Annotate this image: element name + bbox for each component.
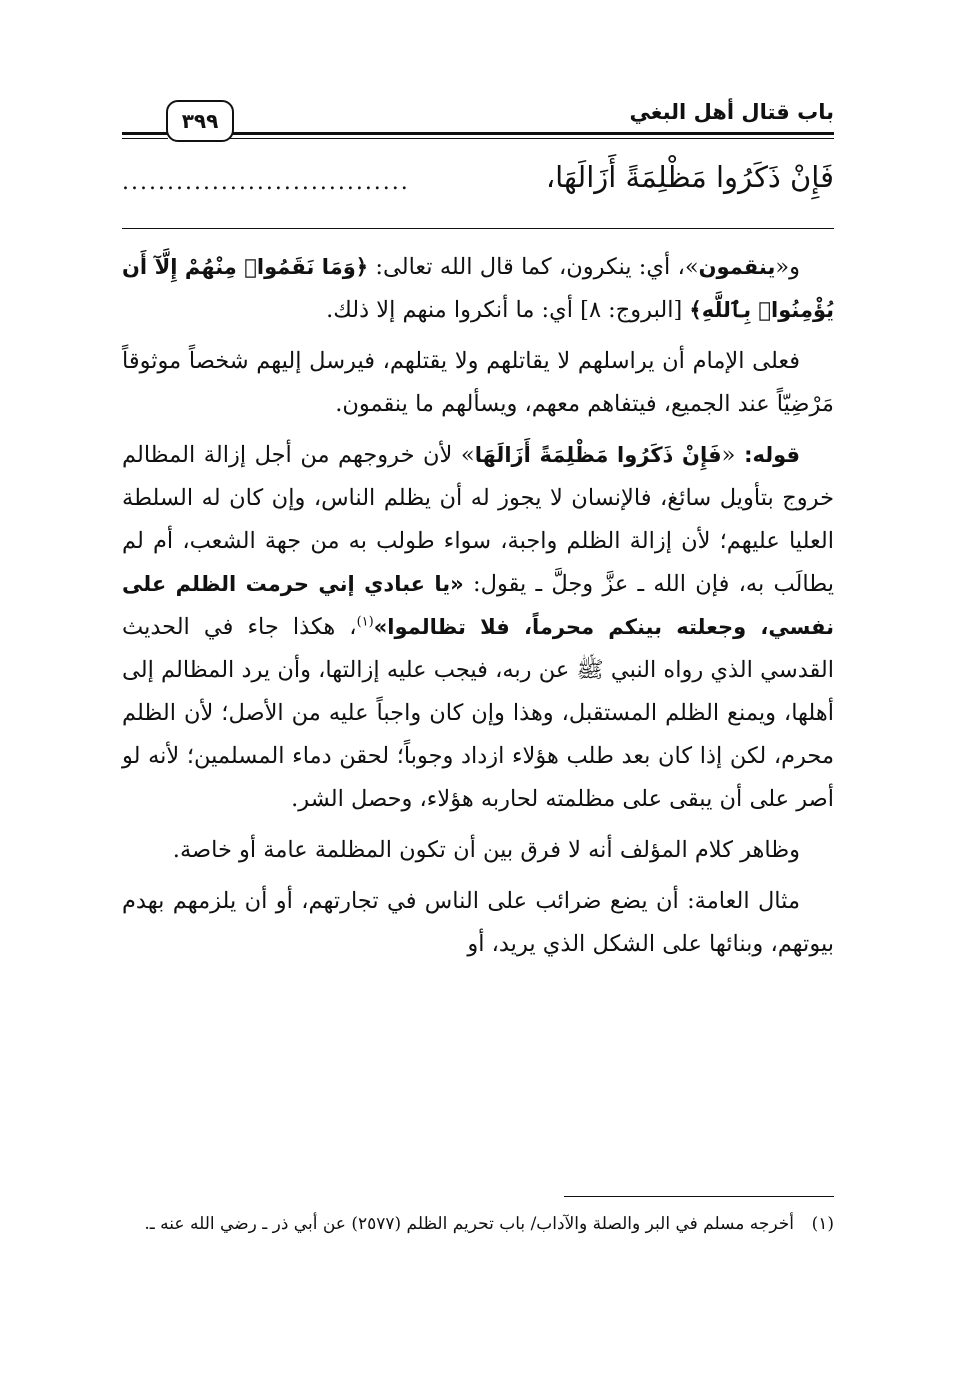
- header-rule: [230, 132, 834, 139]
- matn-dots: ................................: [122, 170, 410, 195]
- footnote-text: أخرجه مسلم في البر والصلة والآداب/ باب تحريم الظلم (٢٥٧٧) عن أبي ذر ـ رضي الله عنه ـ.: [144, 1214, 794, 1234]
- page-header: [122, 96, 834, 146]
- text-segment: [البروج: ٨] أي: ما أنكروا منهم إلا ذلك.: [326, 297, 690, 323]
- paragraph: [122, 434, 834, 821]
- paragraph: [122, 246, 834, 332]
- bold-segment: ينقمون: [698, 255, 776, 279]
- paragraph: [122, 880, 834, 966]
- footnote-number: (١): [811, 1214, 834, 1234]
- commentary-body: [122, 246, 834, 974]
- bold-segment: قوله:: [735, 443, 801, 467]
- text-segment: وظاهر كلام المؤلف أنه لا فرق بين أن تكون المظلمة عامة أو خاصة.: [172, 837, 800, 863]
- text-segment: مثال العامة: أن يضع ضرائب على الناس في تجارتهم، أو أن يلزمهم بهدم بيوتهم، وبنائها على الشكل الذي يريد، أو: [122, 888, 834, 957]
- matn-line: [122, 160, 834, 216]
- header-rule-left: [122, 132, 168, 139]
- paragraph: [122, 829, 834, 872]
- bold-segment: «يا عبادي إني حرمت الظلم على نفسي، وجعلته بينكم محرماً، فلا تظالموا»: [122, 572, 834, 639]
- footnote: [122, 1208, 834, 1241]
- bold-segment: ﴿وَمَا نَقَمُوا۟ مِنْهُمْ إِلَّآ أَن يُؤْمِنُوا۟ بِٱللَّهِ﴾: [122, 255, 834, 322]
- bold-segment: فَإِنْ ذَكَرُوا مَظْلِمَةً أَزَالَهَا: [474, 443, 722, 467]
- paragraph: [122, 340, 834, 426]
- text-segment: »، أي: ينكرون، كما قال الله تعالى:: [368, 254, 699, 280]
- text-segment: ، هكذا جاء في الحديث القدسي الذي رواه النبي ﷺ عن ربه، فيجب عليه إزالتها، وأن يرد المظالم إلى أهلها، ويمنع الظلم المستقبل، وهذا وإن كان واجباً عليه من الأصل؛ لأن الظلم محرم، لكن إذا كان بعد طلب هؤلاء ازداد وجوباً؛ لحقن دماء المسلمين؛ لأنه لو أصر على أن يبقى على مظلمته لحاربه هؤلاء، وحصل الشر.: [122, 614, 834, 812]
- matn-rule: [122, 228, 834, 229]
- running-title: باب قتال أهل البغي: [629, 100, 834, 124]
- text-segment: فعلى الإمام أن يراسلهم لا يقاتلهم ولا يقتلهم، فيرسل إليهم شخصاً موثوقاً مَرْضِيّاً عند الجميع، فيتفاهم معهم، ويسألهم ما ينقمون.: [122, 348, 834, 417]
- footnote-rule: [564, 1196, 834, 1197]
- matn-text: فَإِنْ ذَكَرُوا مَظْلِمَةً أَزَالَهَا،: [545, 160, 834, 194]
- text-segment: «: [721, 442, 736, 468]
- text-segment: و«: [775, 254, 800, 280]
- footnote-marker: (١): [356, 614, 374, 630]
- page-number: ٣٩٩: [166, 100, 234, 142]
- text-segment: » لأن خروجهم من أجل إزالة المظالم خروج بتأويل سائغ، فالإنسان لا يجوز له أن يظلم الناس، وإن كان له السلطة العليا عليهم؛ لأن إزالة الظلم واجبة، سواء طولب به من جهة الشعب، أم لم يطالَب به، فإن الله ـ عزَّ وجلَّ ـ يقول:: [122, 442, 834, 597]
